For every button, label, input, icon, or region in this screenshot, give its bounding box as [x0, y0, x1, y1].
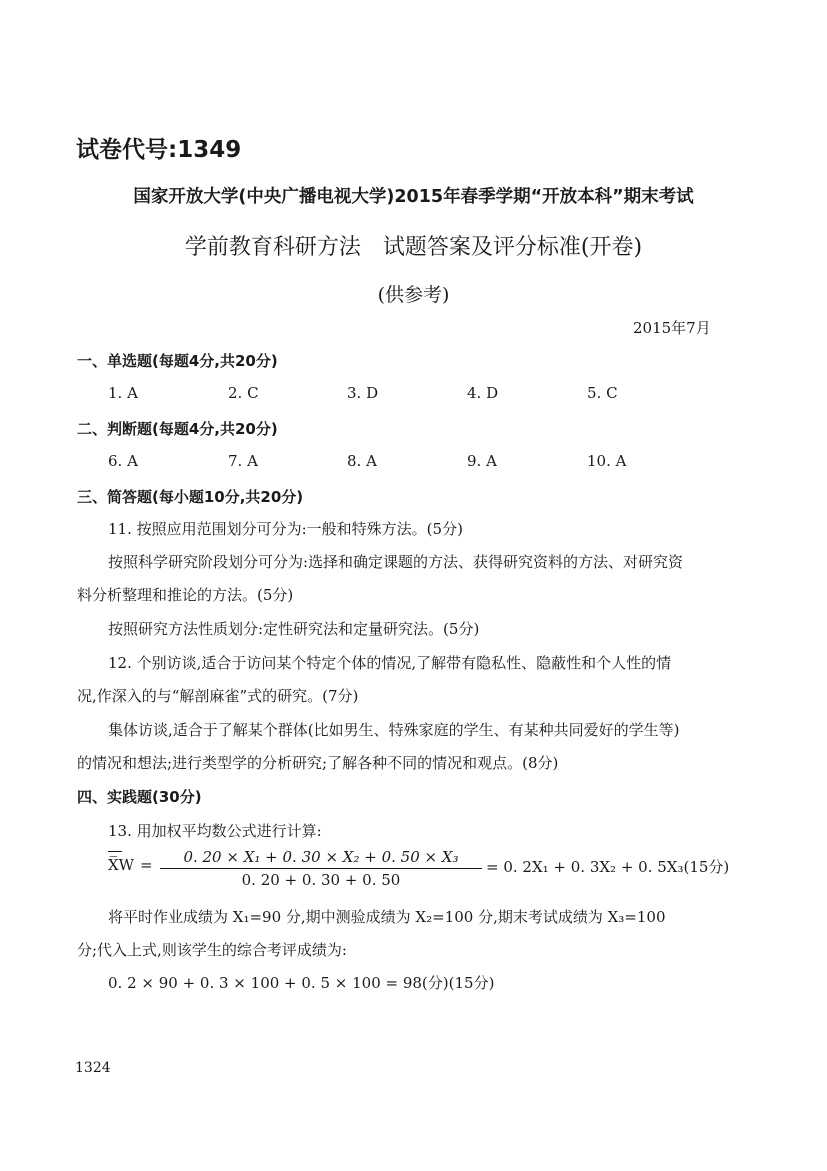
answer-9: 9. A: [467, 452, 497, 470]
section-4-title: 四、实践题(30分): [77, 788, 202, 806]
answer-12-line-2: 况,作深入的与“解剖麻雀”式的研究。(7分): [77, 687, 359, 705]
weighted-mean-formula: [108, 848, 728, 892]
formula-denominator: 0. 20 + 0. 30 + 0. 50: [241, 871, 401, 889]
answer-1: 1. A: [108, 384, 138, 402]
institution-title: 国家开放大学(中央广播电视大学)2015年春季学期“开放本科”期末考试: [133, 187, 694, 207]
exam-date: 2015年7月: [633, 319, 711, 337]
answer-8: 8. A: [347, 452, 377, 470]
answer-13-line-2: 分;代入上式,则该学生的综合考评成绩为:: [77, 941, 347, 959]
fraction-line: [160, 868, 482, 869]
answer-3: 3. D: [347, 384, 379, 402]
subject-title: 学前教育科研方法 试题答案及评分标准(开卷): [184, 235, 643, 260]
answer-4: 4. D: [467, 384, 499, 402]
answer-6: 6. A: [108, 452, 138, 470]
formula-numerator: 0. 20 × X₁ + 0. 30 × X₂ + 0. 50 × X₃: [183, 848, 459, 866]
answer-5: 5. C: [587, 384, 618, 402]
formula-lhs: X̅W: [108, 856, 135, 874]
section-2-title: 二、判断题(每题4分,共20分): [77, 420, 278, 438]
exam-code: 试卷代号:1349: [76, 137, 242, 163]
answer-13-intro: 13. 用加权平均数公式进行计算:: [108, 822, 322, 840]
section-1-title: 一、单选题(每题4分,共20分): [77, 352, 278, 370]
formula-equals: =: [140, 856, 153, 874]
answer-11-line-1: 11. 按照应用范围划分可分为:一般和特殊方法。(5分): [108, 520, 463, 538]
answer-11-line-4: 按照研究方法性质划分:定性研究法和定量研究法。(5分): [108, 620, 480, 638]
section-3-title: 三、简答题(每小题10分,共20分): [77, 488, 304, 506]
answer-10: 10. A: [587, 452, 627, 470]
answer-11-line-3: 料分析整理和推论的方法。(5分): [77, 586, 294, 604]
mean-bar: [108, 851, 122, 852]
answer-2: 2. C: [228, 384, 259, 402]
answer-12-line-1: 12. 个别访谈,适合于访问某个特定个体的情况,了解带有隐私性、隐蔽性和个人性的情: [108, 654, 672, 672]
answer-12-line-4: 的情况和想法;进行类型学的分析研究;了解各种不同的情况和观点。(8分): [77, 754, 559, 772]
page-number: 1324: [75, 1060, 111, 1076]
formula-rhs: = 0. 2X₁ + 0. 3X₂ + 0. 5X₃(15分): [486, 858, 730, 876]
answer-12-line-3: 集体访谈,适合于了解某个群体(比如男生、特殊家庭的学生、有某种共同爱好的学生等): [108, 721, 680, 739]
answer-13-line-3: 0. 2 × 90 + 0. 3 × 100 + 0. 5 × 100 = 98(分)(15分): [108, 974, 495, 992]
answer-7: 7. A: [228, 452, 258, 470]
answer-13-line-1: 将平时作业成绩为 X₁=90 分,期中测验成绩为 X₂=100 分,期末考试成绩为 X₃=100: [108, 908, 666, 926]
answer-11-line-2: 按照科学研究阶段划分可分为:选择和确定课题的方法、获得研究资料的方法、对研究资: [108, 553, 684, 571]
reference-note: (供参考): [377, 284, 450, 306]
